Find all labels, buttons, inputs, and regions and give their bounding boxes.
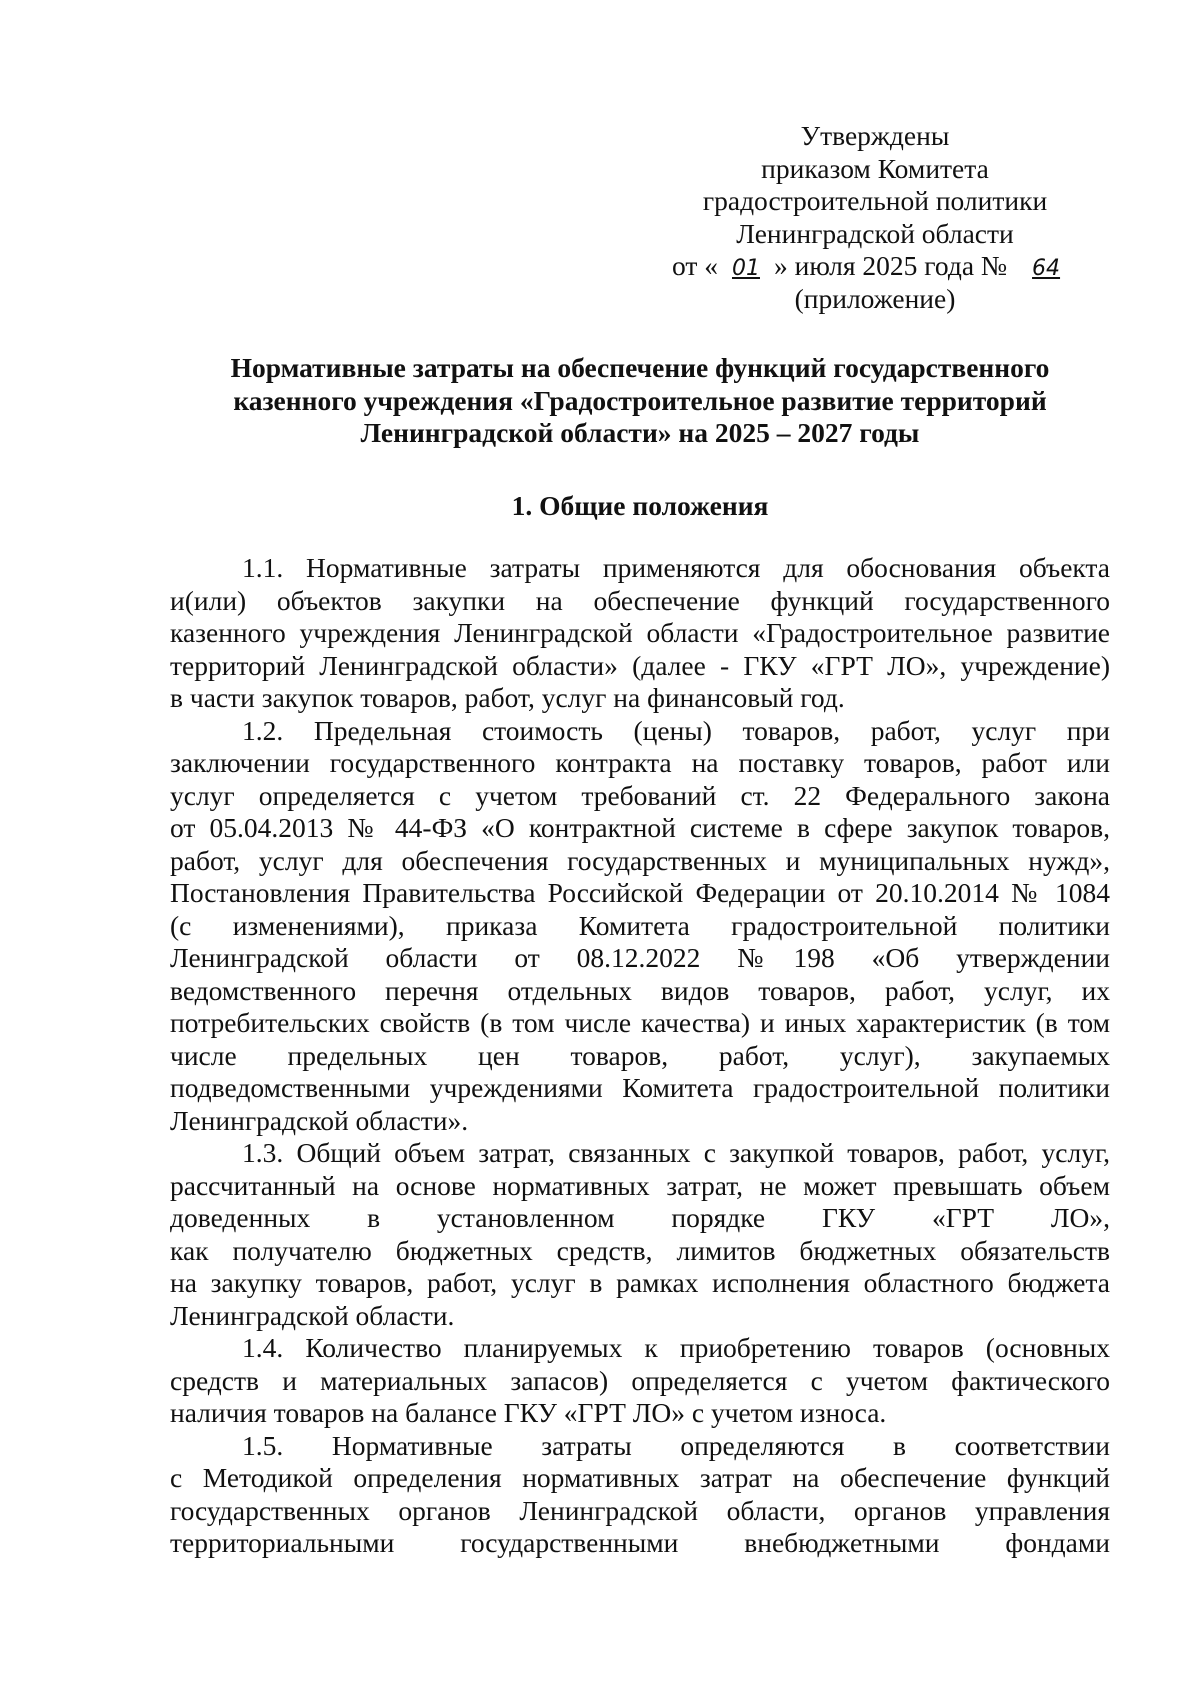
body-line: казенного учреждения Ленинградской области «Градостроительное развитие xyxy=(170,617,1110,648)
body-line: территорий Ленинградской области» (далее - ГКУ «ГРТ ЛО», учреждение) xyxy=(170,649,1110,681)
title-line: Нормативные затраты на обеспечение функций государственного xyxy=(230,352,1050,383)
title-line: казенного учреждения «Градостроительное развитие территорий xyxy=(233,384,1047,416)
approval-line: градостроительной политики xyxy=(702,185,1048,216)
body-line: средств и материальных запасов) определяется с учетом фактического xyxy=(170,1364,1110,1396)
body-line: с Методикой определения нормативных затрат на обеспечение функций xyxy=(170,1462,1110,1493)
date-prefix: от « xyxy=(671,250,718,281)
body-line: 1.2. Предельная стоимость (цены) товаров, работ, услуг при xyxy=(242,714,1110,746)
body-line: потребительских свойств (в том числе качества) и иных характеристик (в том xyxy=(170,1007,1110,1038)
body-line: Ленинградской области». xyxy=(170,1104,469,1136)
body-line: услуг определяется с учетом требований ст. 22 Федерального закона xyxy=(170,779,1110,811)
body-line: 1.4. Количество планируемых к приобретению товаров (основных xyxy=(242,1332,1110,1363)
document-body xyxy=(170,552,1110,1560)
body-line: как получателю бюджетных средств, лимитов бюджетных обязательств xyxy=(170,1234,1110,1266)
approval-date-line xyxy=(640,250,1110,283)
body-line: ведомственного перечня отдельных видов товаров, работ, услуг, их xyxy=(170,974,1110,1006)
approval-line: Утверждены xyxy=(800,120,950,151)
handwritten-day: 01 xyxy=(731,256,760,281)
handwritten-order-number: 64 xyxy=(1032,256,1061,281)
body-line: в части закупок товаров, работ, услуг на финансовый год. xyxy=(170,682,845,713)
section-heading: 1. Общие положения xyxy=(511,490,769,521)
body-line: территориальными государственными внебюджетными фондами xyxy=(170,1527,1110,1558)
body-line: Постановления Правительства Российской Федерации от 20.10.2014 № 1084 xyxy=(170,877,1110,908)
approval-line: Ленинградской области xyxy=(736,217,1014,249)
body-line: работ, услуг для обеспечения государственных и муниципальных нужд», xyxy=(170,844,1110,876)
body-line: рассчитанный на основе нормативных затрат, не может превышать объем xyxy=(170,1169,1110,1201)
body-line: на закупку товаров, работ, услуг в рамках исполнения областного бюджета xyxy=(170,1267,1110,1298)
body-line: (с изменениями), приказа Комитета градостроительной политики xyxy=(170,909,1110,941)
approval-block xyxy=(640,120,1110,315)
body-line: Ленинградской области от 08.12.2022 №198 «Об утверждении xyxy=(170,942,1110,973)
body-line: 1.1. Нормативные затраты применяются для обоснования объекта xyxy=(242,552,1110,583)
body-line: Ленинградской области. xyxy=(170,1299,455,1331)
document-title xyxy=(170,352,1110,450)
date-middle: » июля 2025 года № xyxy=(773,250,1008,281)
body-line: числе предельных цен товаров, работ, услуг), закупаемых xyxy=(170,1039,1110,1071)
body-line: 1.3. Общий объем затрат, связанных с закупкой товаров, работ, услуг, xyxy=(242,1137,1110,1168)
body-line: и(или) объектов закупки на обеспечение функций государственного xyxy=(170,584,1110,616)
title-line: Ленинградской области» на 2025 – 2027 годы xyxy=(360,417,920,448)
approval-line: (приложение) xyxy=(794,282,956,314)
approval-line: приказом Комитета xyxy=(761,152,989,184)
body-line: от 05.04.2013 № 44-ФЗ «О контрактной системе в сфере закупок товаров, xyxy=(170,812,1110,843)
body-line: подведомственными учреждениями Комитета градостроительной политики xyxy=(170,1072,1110,1103)
body-line: 1.5. Нормативные затраты определяются в соответствии xyxy=(242,1429,1110,1461)
body-line: государственных органов Ленинградской области, органов управления xyxy=(170,1494,1110,1526)
body-line: доведенных в установленном порядке ГКУ «ГРТ ЛО», xyxy=(170,1202,1110,1233)
body-line: наличия товаров на балансе ГКУ «ГРТ ЛО» с учетом износа. xyxy=(170,1397,887,1428)
body-line: заключении государственного контракта на поставку товаров, работ или xyxy=(170,747,1110,778)
